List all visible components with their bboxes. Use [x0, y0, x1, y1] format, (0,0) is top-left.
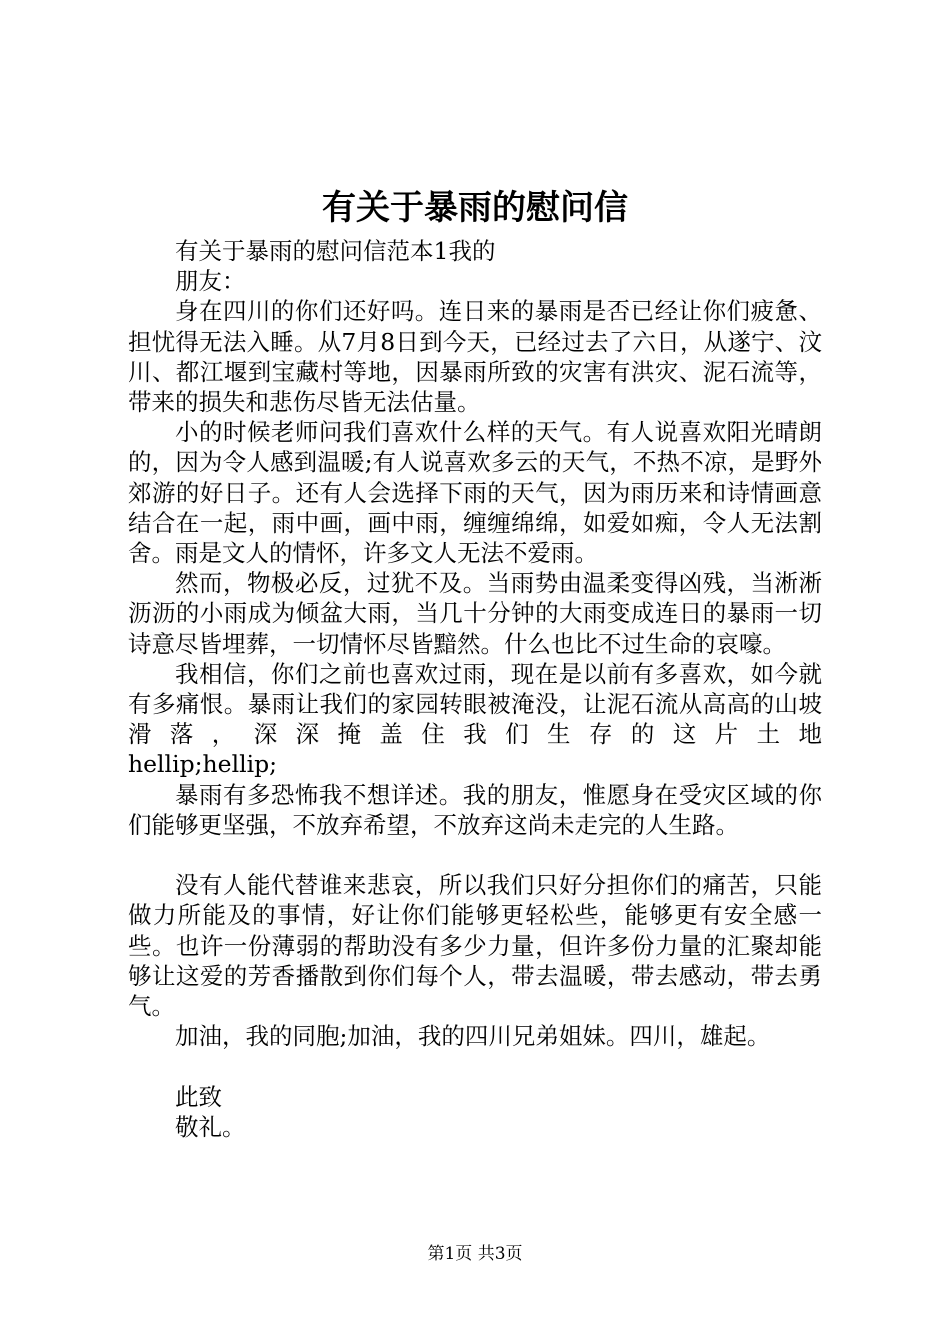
paragraph-4-continuation: hellip;hellip; [128, 750, 278, 779]
paragraph-intro: 有关于暴雨的慰问信范本1我的 [175, 237, 496, 265]
paragraph-2: 小的时候老师问我们喜欢什么样的天气。有人说喜欢阳光晴朗的，因为令人感到温暖;有人说喜欢多云的天气，不热不凉，是野外郊游的好日子。还有人会选择下雨的天气，因为雨历来和诗情画意结合在一起，雨中画，画中雨，缠缠绵绵，如爱如痴，令人无法割舍。雨是文人的情怀，许多文人无法不爱雨。 [128, 418, 822, 568]
blank-line [128, 840, 822, 870]
paragraph-6: 没有人能代替谁来悲哀，所以我们只好分担你们的痛苦，只能做力所能及的事情，好让你们能够更轻松些，能够更有安全感一些。也许一份薄弱的帮助没有多少力量，但许多份力量的汇聚却能够让这爱的芳香播散到你们每个人，带去温暖，带去感动，带去勇气。 [128, 871, 822, 1021]
page-footer: 第1页 共3页 [427, 1244, 523, 1264]
blank-line [128, 1051, 822, 1081]
paragraph-1: 身在四川的你们还好吗。连日来的暴雨是否已经让你们疲惫、担忧得无法入睡。从7月8日到今天，已经过去了六日，从遂宁、汶川、都江堰到宝藏村等地，因暴雨所致的灾害有洪灾、泥石流等，带来的损失和悲伤尽皆无法估量。 [128, 297, 822, 417]
closing-line-2: 敬礼。 [175, 1112, 246, 1141]
document-title: 有关于暴雨的慰问信 [322, 188, 628, 228]
paragraph-7: 加油，我的同胞;加油，我的四川兄弟姐妹。四川，雄起。 [175, 1022, 771, 1051]
closing-line-1: 此致 [175, 1082, 222, 1111]
document-body [128, 236, 822, 1142]
paragraph-4: 我相信，你们之前也喜欢过雨，现在是以前有多喜欢，如今就有多痛恨。暴雨让我们的家园转眼被淹没，让泥石流从高高的山坡滑落，深深掩盖住我们生存的这片土地 [128, 659, 822, 749]
paragraph-3: 然而，物极必反，过犹不及。当雨势由温柔变得凶残，当淅淅沥沥的小雨成为倾盆大雨，当几十分钟的大雨变成连日的暴雨一切诗意尽皆埋葬，一切情怀尽皆黯然。什么也比不过生命的哀嚎。 [128, 569, 822, 658]
paragraph-salutation: 朋友： [175, 267, 246, 296]
paragraph-5: 暴雨有多恐怖我不想详述。我的朋友，惟愿身在受灾区域的你们能够更坚强，不放弃希望，不放弃这尚未走完的人生路。 [128, 780, 822, 839]
